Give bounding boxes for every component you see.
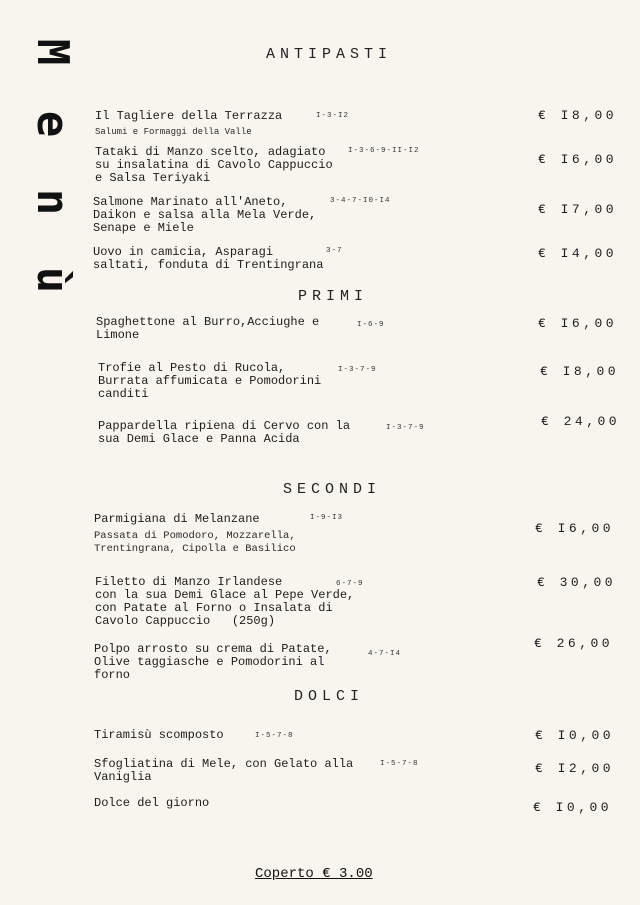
menu-item-allergens: 6-7-9 xyxy=(336,580,364,588)
menu-item-allergens: 4-7-I4 xyxy=(368,650,402,658)
menu-item-name: Polpo arrosto su crema di Patate, Olive taggiasche e Pomodorini al forno xyxy=(94,642,332,682)
menu-item-allergens: I-3-7-9 xyxy=(338,366,377,374)
menu-item-price: € I6,00 xyxy=(538,152,618,167)
menu-item-name: Sfogliatina di Mele, con Gelato alla Vaniglia xyxy=(94,757,354,784)
side-title-letter: ù xyxy=(27,266,78,294)
menu-item-description: Salumi e Formaggi della Valle xyxy=(95,127,252,137)
menu-item-allergens: I-3-7-9 xyxy=(386,424,425,432)
menu-item-allergens: 3-7 xyxy=(326,247,343,255)
menu-item-name: Dolce del giorno xyxy=(94,796,210,810)
menu-item-price: € I8,00 xyxy=(540,364,620,379)
menu-item-price: € I0,00 xyxy=(533,800,613,815)
menu-item-name: Trofie al Pesto di Rucola, Burrata affumicata e Pomodorini canditi xyxy=(98,361,322,401)
menu-item-price: € 26,00 xyxy=(534,636,614,651)
side-menu-title xyxy=(22,30,82,300)
menu-item-name: Il Tagliere della Terrazza xyxy=(95,109,283,123)
menu-item-price: € I7,00 xyxy=(538,202,618,217)
menu-item-allergens: I-9-I3 xyxy=(310,514,344,522)
menu-item-name: Pappardella ripiena di Cervo con la sua Demi Glace e Panna Acida xyxy=(98,419,351,446)
menu-item-name: Parmigiana di Melanzane xyxy=(94,512,260,526)
menu-item-price: € 30,00 xyxy=(537,575,617,590)
menu-item-name: Uovo in camicia, Asparagi saltati, fonduta di Trentingrana xyxy=(93,245,324,272)
menu-item-allergens: I-5-7-8 xyxy=(255,732,294,740)
menu-item-price: € I2,00 xyxy=(535,761,615,776)
side-title-letter: M xyxy=(27,38,78,66)
menu-item-price: € I4,00 xyxy=(538,246,618,261)
menu-item-price: € I6,00 xyxy=(535,521,615,536)
section-title-dolci: DOLCI xyxy=(294,688,365,705)
section-title-secondi: SECONDI xyxy=(283,481,382,498)
menu-item-allergens: 3-4-7-I0-I4 xyxy=(330,197,391,205)
side-title-letter: n xyxy=(27,188,78,216)
menu-item-price: € I8,00 xyxy=(538,108,618,123)
menu-item-name: Filetto di Manzo Irlandese con la sua Demi Glace al Pepe Verde, con Patate al Forno o Insalata di Cavolo Cappuccio (250g) xyxy=(95,575,355,628)
menu-item-price: € I0,00 xyxy=(535,728,615,743)
menu-item-description: Passata di Pomodoro, Mozzarella, Trentingrana, Cipolla e Basilico xyxy=(94,530,296,555)
section-title-antipasti: ANTIPASTI xyxy=(266,46,393,63)
menu-item-allergens: I-3-I2 xyxy=(316,112,350,120)
menu-item-name: Tiramisù scomposto xyxy=(94,728,224,742)
menu-item-allergens: I-3-6-9-II-I2 xyxy=(348,147,420,155)
menu-item-price: € 24,00 xyxy=(541,414,621,429)
coperto-fee: Coperto € 3.00 xyxy=(255,866,373,882)
menu-item-allergens: I-6-9 xyxy=(357,321,385,329)
menu-item-name: Salmone Marinato all'Aneto, Daikon e salsa alla Mela Verde, Senape e Miele xyxy=(93,195,317,235)
section-title-primi: PRIMI xyxy=(298,288,369,305)
menu-item-allergens: I-5-7-8 xyxy=(380,760,419,768)
menu-item-name: Spaghettone al Burro,Acciughe e Limone xyxy=(96,315,320,342)
menu-item-name: Tataki di Manzo scelto, adagiato su insalatina di Cavolo Cappuccio e Salsa Teriyaki xyxy=(95,145,333,185)
side-title-letter: e xyxy=(27,110,78,138)
menu-item-price: € I6,00 xyxy=(538,316,618,331)
